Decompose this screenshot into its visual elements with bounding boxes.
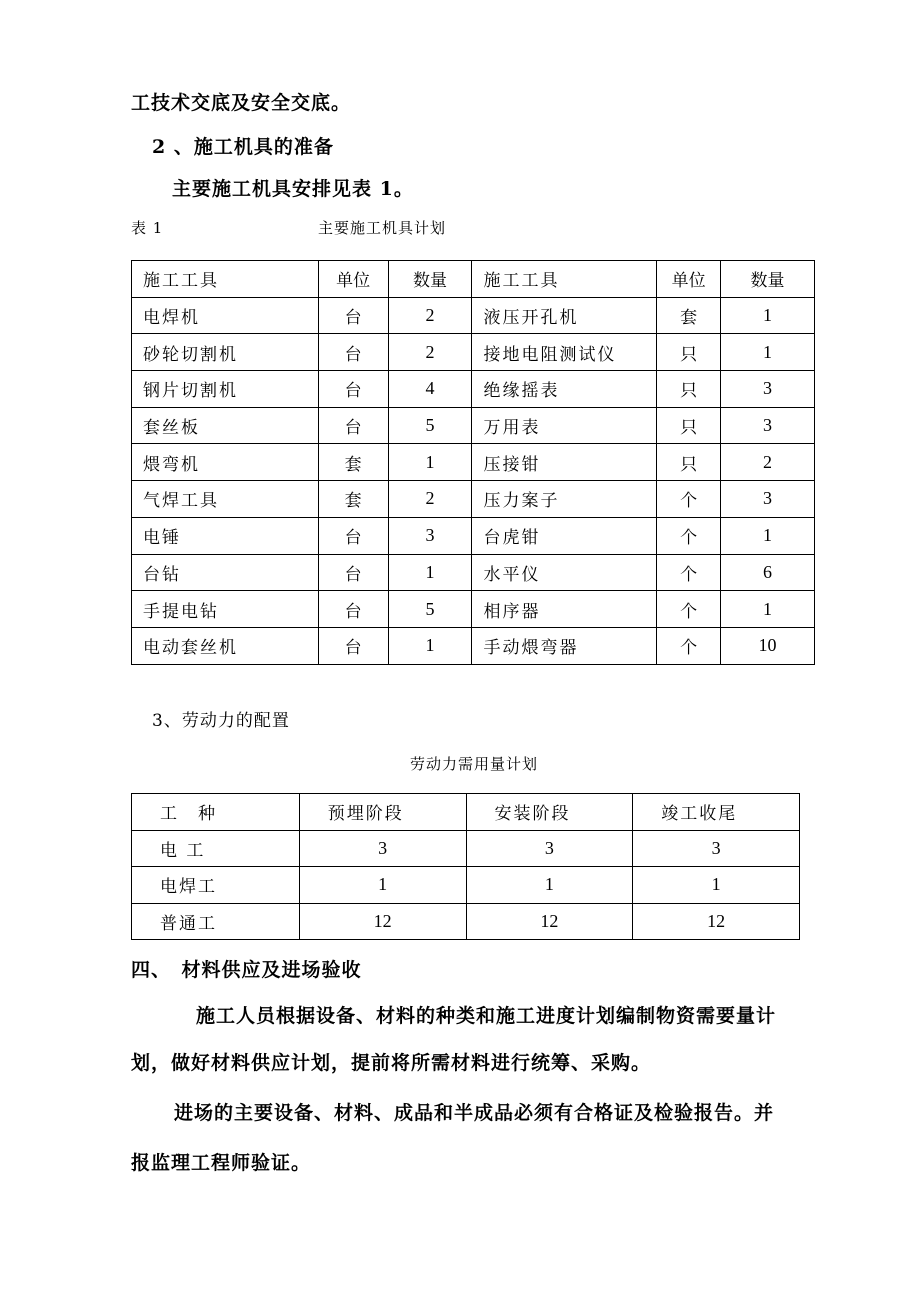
tool-name-cell: 煨弯机 [132,444,319,481]
table-row [132,517,815,554]
unit-cell: 台 [318,371,388,408]
unit-cell: 台 [318,407,388,444]
table1-label: 表 1 [131,219,164,237]
unit-cell: 套 [318,481,388,518]
qty-cell: 1 [721,591,815,628]
header-cell: 施工工具 [472,261,657,298]
header-cell: 竣工收尾 [633,794,800,831]
qty-cell: 2 [721,444,815,481]
count-cell: 3 [633,830,800,867]
header-cell: 单位 [657,261,721,298]
header-cell: 施工工具 [132,261,319,298]
unit-cell: 个 [657,627,721,664]
header-cell: 数量 [721,261,815,298]
qty-cell: 4 [388,371,472,408]
qty-cell: 3 [721,481,815,518]
table-row [132,830,800,867]
section-2-heading: 2 、施工机具的准备 [152,136,334,158]
labor-table-header-row [132,794,800,831]
qty-cell: 3 [721,407,815,444]
qty-cell: 2 [388,481,472,518]
section-4-heading: 四、 材料供应及进场验收 [131,959,362,981]
unit-cell: 套 [318,444,388,481]
header-cell: 数量 [388,261,472,298]
unit-cell: 套 [657,297,721,334]
count-cell: 1 [466,867,633,904]
labor-table-title: 劳动力需用量计划 [410,755,539,773]
tool-name-cell: 万用表 [472,407,657,444]
trade-cell: 电 工 [132,830,300,867]
table-row [132,554,815,591]
unit-cell: 个 [657,517,721,554]
tools-table [131,260,815,665]
tool-name-cell: 压接钳 [472,444,657,481]
section-3-heading: 3、劳动力的配置 [152,711,290,731]
unit-cell: 台 [318,334,388,371]
paragraph-1-line-2: 划，做好材料供应计划，提前将所需材料进行统筹、采购。 [131,1052,652,1074]
unit-cell: 个 [657,554,721,591]
header-cell: 预埋阶段 [299,794,466,831]
count-cell: 3 [299,830,466,867]
count-cell: 12 [633,903,800,940]
count-cell: 3 [466,830,633,867]
count-cell: 1 [299,867,466,904]
qty-cell: 1 [388,554,472,591]
qty-cell: 5 [388,591,472,628]
qty-cell: 3 [388,517,472,554]
unit-cell: 台 [318,627,388,664]
qty-cell: 2 [388,334,472,371]
qty-cell: 1 [721,517,815,554]
table-row [132,903,800,940]
qty-cell: 5 [388,407,472,444]
unit-cell: 个 [657,481,721,518]
tool-name-cell: 手提电钻 [132,591,319,628]
qty-cell: 10 [721,627,815,664]
unit-cell: 只 [657,371,721,408]
unit-cell: 台 [318,554,388,591]
unit-cell: 台 [318,591,388,628]
continuation-text: 工技术交底及安全交底。 [131,92,352,114]
table-row [132,334,815,371]
tool-name-cell: 钢片切割机 [132,371,319,408]
table-row [132,591,815,628]
tool-name-cell: 绝缘摇表 [472,371,657,408]
header-cell: 安装阶段 [466,794,633,831]
table-row [132,867,800,904]
paragraph-2-line-2: 报监理工程师验证。 [131,1152,312,1174]
table-row [132,627,815,664]
paragraph-1-line-1: 施工人员根据设备、材料的种类和施工进度计划编制物资需要量计 [196,1005,777,1027]
unit-cell: 台 [318,297,388,334]
section-2-note: 主要施工机具安排见表 1。 [172,178,414,200]
unit-cell: 个 [657,591,721,628]
tool-name-cell: 砂轮切割机 [132,334,319,371]
table-row [132,407,815,444]
unit-cell: 台 [318,517,388,554]
paragraph-2-line-1: 进场的主要设备、材料、成品和半成品必须有合格证及检验报告。并 [174,1102,775,1124]
header-cell: 单位 [318,261,388,298]
tool-name-cell: 气焊工具 [132,481,319,518]
tool-name-cell: 电动套丝机 [132,627,319,664]
labor-table [131,793,800,940]
trade-cell: 普通工 [132,903,300,940]
unit-cell: 只 [657,407,721,444]
tool-name-cell: 台钻 [132,554,319,591]
tool-name-cell: 台虎钳 [472,517,657,554]
tool-name-cell: 水平仪 [472,554,657,591]
qty-cell: 1 [388,627,472,664]
table1-title: 主要施工机具计划 [318,219,447,237]
header-cell: 工 种 [132,794,300,831]
qty-cell: 1 [721,297,815,334]
unit-cell: 只 [657,334,721,371]
tool-name-cell: 电锤 [132,517,319,554]
qty-cell: 3 [721,371,815,408]
count-cell: 1 [633,867,800,904]
tool-name-cell: 手动煨弯器 [472,627,657,664]
qty-cell: 1 [388,444,472,481]
table-row [132,481,815,518]
table-row [132,371,815,408]
tool-name-cell: 接地电阻测试仪 [472,334,657,371]
tool-name-cell: 套丝板 [132,407,319,444]
tool-name-cell: 液压开孔机 [472,297,657,334]
table-row [132,444,815,481]
tools-table-header-row [132,261,815,298]
tool-name-cell: 电焊机 [132,297,319,334]
count-cell: 12 [466,903,633,940]
table-row [132,297,815,334]
qty-cell: 1 [721,334,815,371]
tool-name-cell: 压力案子 [472,481,657,518]
trade-cell: 电焊工 [132,867,300,904]
unit-cell: 只 [657,444,721,481]
qty-cell: 2 [388,297,472,334]
tool-name-cell: 相序器 [472,591,657,628]
count-cell: 12 [299,903,466,940]
qty-cell: 6 [721,554,815,591]
